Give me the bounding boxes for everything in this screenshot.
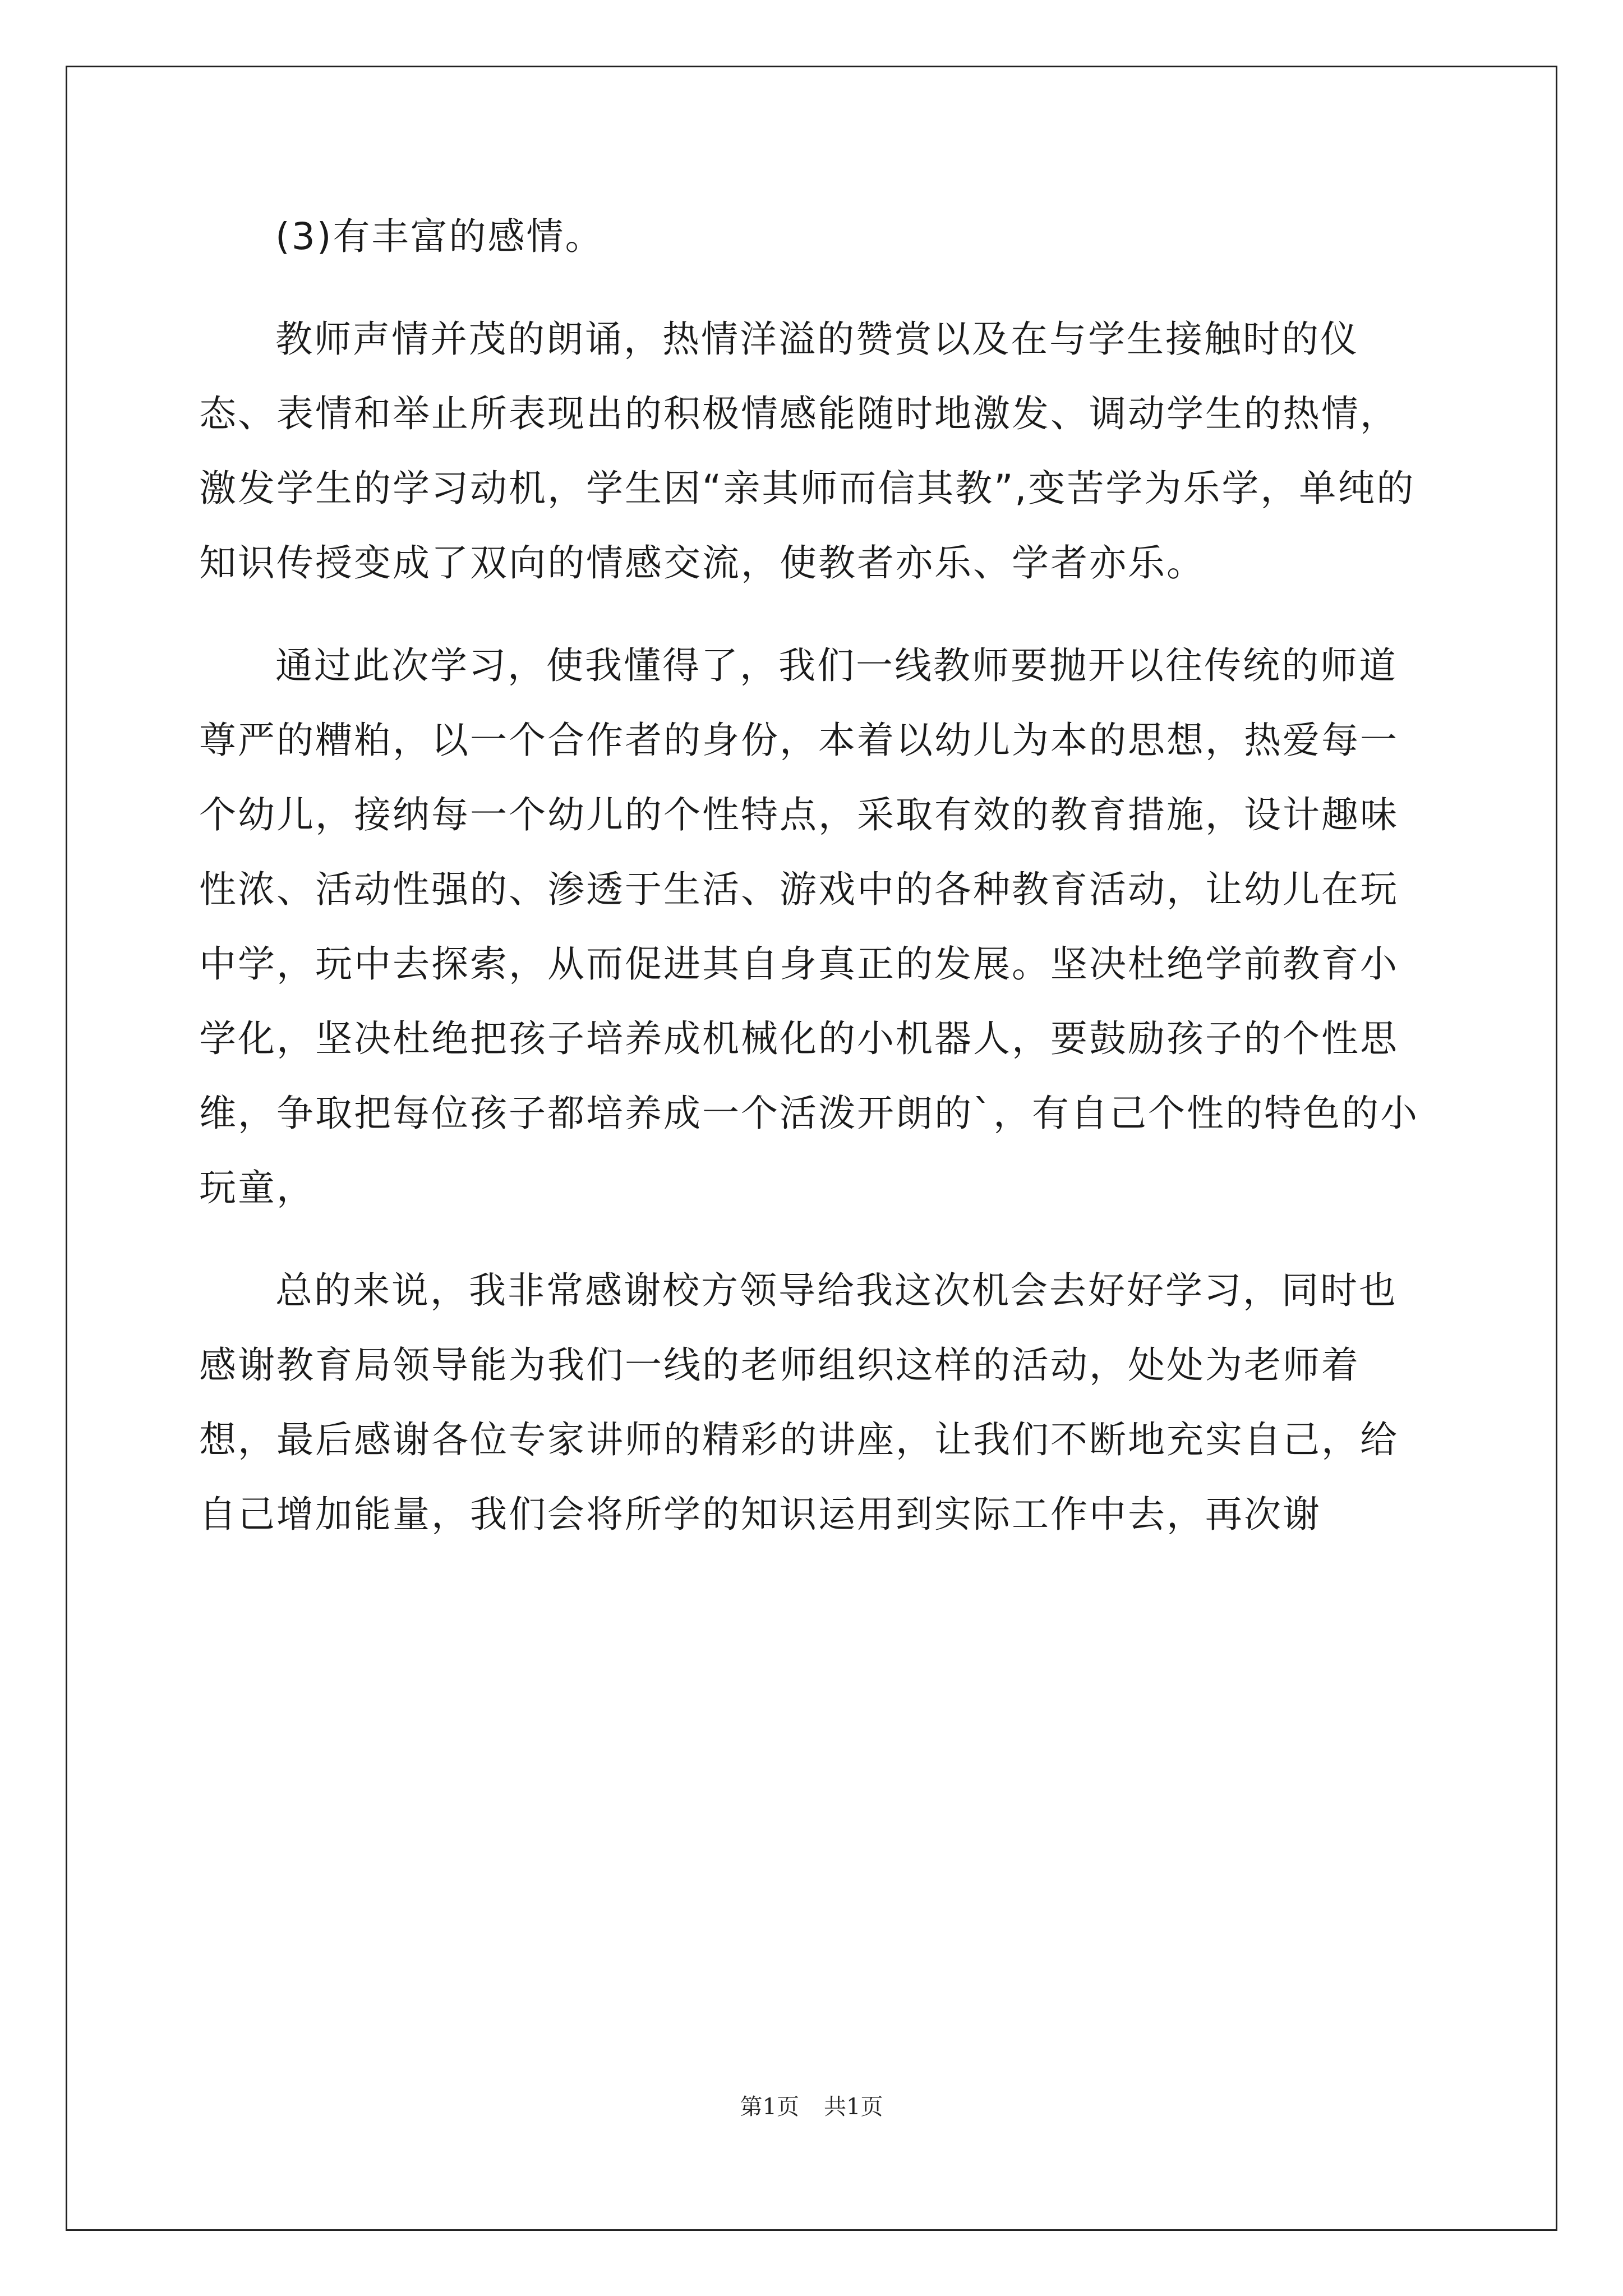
paragraph: (3)有丰富的感情。: [275, 215, 604, 258]
page-number: 第1页: [740, 2094, 799, 2120]
document-body: [199, 199, 1433, 1580]
paragraph: 教师声情并茂的朗诵，热情洋溢的赞赏以及在与学生接触时的仪态、表情和举止所表现出的积极情感能随时地激发、调动学生的热情，激发学生的学习动机，学生因“亲其师而信其教”,变苦学为乐学，单纯的知识传授变成了双向的情感交流，使教者亦乐、学者亦乐。: [199, 318, 1415, 585]
page-footer: [0, 2089, 1623, 2121]
page-total: 共1页: [824, 2094, 883, 2120]
paragraph: 总的来说，我非常感谢校方领导给我这次机会去好好学习，同时也感谢教育局领导能为我们一线的老师组织这样的活动，处处为老师着想，最后感谢各位专家讲师的精彩的讲座，让我们不断地充实自己，给自己增加能量，我们会将所学的知识运用到实际工作中去，再次谢: [199, 1269, 1399, 1536]
paragraph: 通过此次学习，使我懂得了，我们一线教师要抛开以往传统的师道尊严的糟粕，以一个合作者的身份，本着以幼儿为本的思想，热爱每一个幼儿，接纳每一个幼儿的个性特点，采取有效的教育措施，设计趣味性浓、活动性强的、渗透于生活、游戏中的各种教育活动，让幼儿在玩中学，玩中去探索，从而促进其自身真正的发展。坚决杜绝学前教育小学化，坚决杜绝把孩子培养成机械化的小机器人，要鼓励孩子的个性思维，争取把每位孩子都培养成一个活泼开朗的`，有自己个性的特色的小玩童，: [199, 644, 1419, 1209]
